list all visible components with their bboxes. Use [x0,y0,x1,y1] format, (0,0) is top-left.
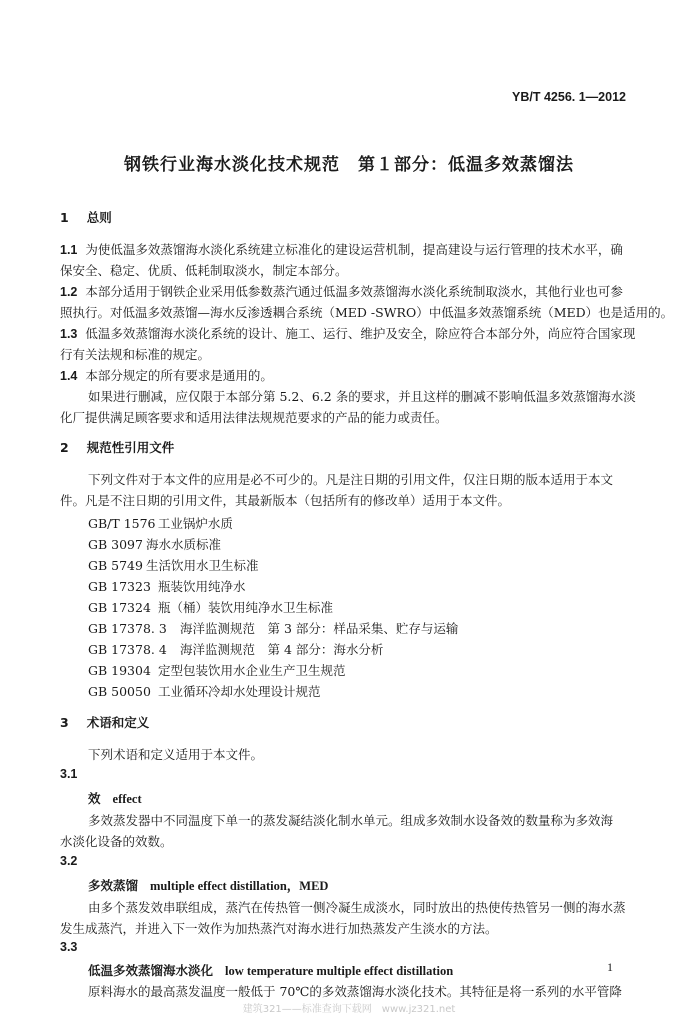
section-number: 3 [60,715,69,730]
reference-code: GB 17323 [88,579,151,594]
section-title: 术语和定义 [86,715,150,730]
reference-title: 海洋监测规范 第 3 部分：样品采集、贮存与运输 [180,621,459,636]
term-en: low temperature multiple effect distillation [225,964,454,978]
reference-item [88,598,333,616]
clause-1-4-para-2-line-2: 化厂提供满足顾客要求和适用法律法规规范要求的产品的能力或责任。 [60,410,448,425]
term-heading [88,789,142,807]
section-number: 1 [60,210,69,225]
references-intro-line-1: 下列文件对于本文件的应用是必不可少的。凡是注日期的引用文件，仅注日期的版本适用于本文 [88,472,614,487]
standard-number: YB/T 4256. 1—2012 [512,90,626,104]
term-cn: 多效蒸馏 [88,878,139,893]
term-definition-line-1: 多效蒸发器中不同温度下单一的蒸发凝结淡化制水单元。组成多效制水设备效的数量称为多效海 [88,813,614,828]
reference-code: GB 17378. 3 [88,621,167,636]
section-heading-1 [60,208,112,226]
clause-1-1-line-1 [60,240,623,258]
clause-1-2-line-2: 照执行。对低温多效蒸馏—海水反渗透耦合系统（MED -SWRO）中低温多效蒸馏系统（MED）也是适用的。 [60,305,674,320]
reference-item [88,661,346,679]
clause-1-4-para-2-line-1: 如果进行删减，应仅限于本部分第 5.2、6.2 条的要求，并且这样的删减不影响低温多效蒸馏海水淡 [88,389,636,404]
reference-item [88,619,458,637]
term-cn: 低温多效蒸馏海水淡化 [88,963,214,978]
term-definition-line-1: 由多个蒸发效串联组成，蒸汽在传热管一侧冷凝生成淡水，同时放出的热使传热管另一侧的海水蒸 [88,900,626,915]
reference-item [88,682,321,700]
term-en: effect [112,792,142,806]
term-en: multiple effect distillation，MED [150,879,329,893]
term-heading [88,876,328,894]
term-definition-line-2: 发生成蒸汽，并进入下一效作为加热蒸汽对海水进行加热蒸发产生淡水的方法。 [60,921,498,936]
reference-title: 海水水质标准 [146,537,222,552]
section-number: 2 [60,440,69,455]
reference-title: 瓶装饮用纯净水 [158,579,246,594]
clause-text: 低温多效蒸馏海水淡化系统的设计、施工、运行、维护及安全，除应符合本部分外，尚应符合国家现 [85,326,636,341]
reference-title: 海洋监测规范 第 4 部分：海水分析 [180,642,384,657]
section-title: 规范性引用文件 [86,440,175,455]
term-heading [88,961,453,979]
references-intro-line-2: 件。凡是不注日期的引用文件，其最新版本（包括所有的修改单）适用于本文件。 [60,493,511,508]
term-number: 3.2 [60,854,78,868]
clause-number: 1.1 [60,243,78,257]
clause-1-4-line-1 [60,366,273,384]
reference-code: GB 50050 [88,684,151,699]
reference-title: 瓶（桶）装饮用纯净水卫生标准 [158,600,334,615]
page-number: 1 [607,960,613,974]
clause-1-2-line-1 [60,282,623,300]
term-definition-line-1: 原料海水的最高蒸发温度一般低于 70℃的多效蒸馏海水淡化技术。其特征是将一系列的水平管降 [88,984,622,999]
clause-text: 为使低温多效蒸馏海水淡化系统建立标准化的建设运营机制，提高建设与运行管理的技术水平，确 [85,242,623,257]
reference-item [88,556,259,574]
reference-item [88,577,246,595]
reference-code: GB 5749 [88,558,143,573]
section-heading-2 [60,438,174,456]
reference-code: GB 17324 [88,600,151,615]
reference-code: GB 19304 [88,663,151,678]
clause-text: 本部分规定的所有要求是通用的。 [85,368,273,383]
reference-title: 定型包装饮用水企业生产卫生规范 [158,663,346,678]
watermark: 建筑321——标准查询下载网 www.jz321.net [242,1004,456,1015]
document-title: 钢铁行业海水淡化技术规范 第１部分：低温多效蒸馏法 [124,155,574,175]
terms-intro: 下列术语和定义适用于本文件。 [88,747,264,762]
clause-1-3-line-1 [60,324,635,342]
reference-code: GB/T 1576 [88,516,156,531]
reference-item [88,514,233,532]
section-title: 总则 [86,210,112,225]
reference-item [88,535,221,553]
reference-title: 工业循环冷却水处理设计规范 [158,684,321,699]
clause-1-3-line-2: 行有关法规和标准的规定。 [60,347,211,362]
term-definition-line-2: 水淡化设备的效数。 [60,834,173,849]
term-cn: 效 [88,791,101,806]
section-heading-3 [60,713,149,731]
term-number: 3.1 [60,767,78,781]
clause-number: 1.2 [60,285,78,299]
clause-number: 1.3 [60,327,78,341]
term-number: 3.3 [60,940,78,954]
clause-1-1-line-2: 保安全、稳定、优质、低耗制取淡水，制定本部分。 [60,263,348,278]
clause-number: 1.4 [60,369,78,383]
clause-text: 本部分适用于钢铁企业采用低参数蒸汽通过低温多效蒸馏海水淡化系统制取淡水，其他行业也可参 [85,284,623,299]
reference-item [88,640,383,658]
reference-title: 生活饮用水卫生标准 [146,558,259,573]
reference-code: GB 17378. 4 [88,642,167,657]
reference-code: GB 3097 [88,537,143,552]
reference-title: 工业锅炉水质 [157,516,233,531]
